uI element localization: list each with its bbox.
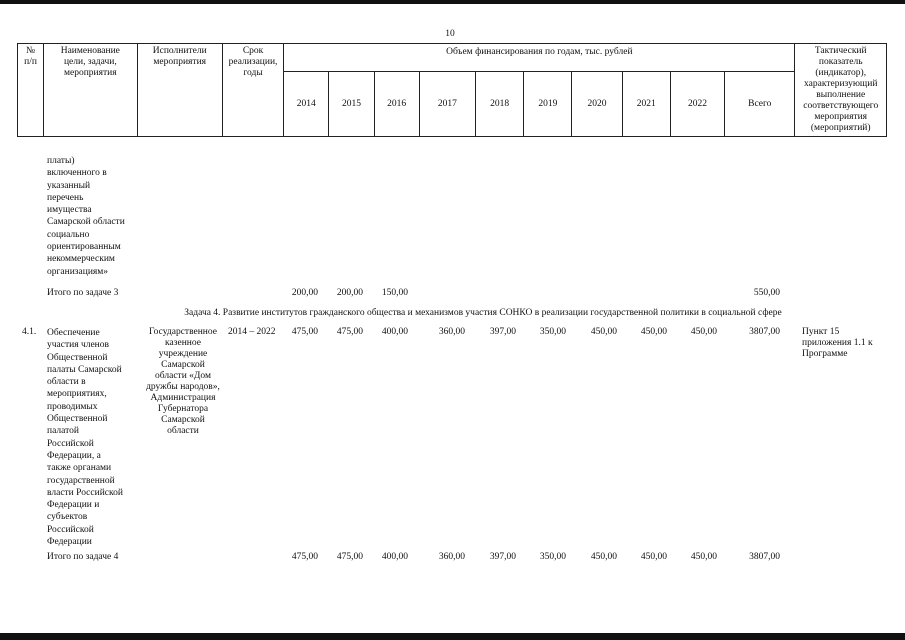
table-header bbox=[17, 43, 887, 137]
header-year: 2015 bbox=[329, 72, 374, 137]
header-col-no: № п/п bbox=[18, 44, 44, 137]
header-year: 2014 bbox=[284, 72, 329, 137]
total-task4-total: 3807,00 bbox=[749, 552, 780, 562]
header-col-funding: Объем финансирования по годам, тыс. рублей bbox=[284, 44, 795, 72]
row-value: 360,00 bbox=[438, 327, 465, 337]
total-task3-value: 150,00 bbox=[381, 288, 408, 298]
header-col-term: Срок реализации, годы bbox=[222, 44, 283, 137]
header-year: 2018 bbox=[476, 72, 524, 137]
total-task3-value: 200,00 bbox=[336, 288, 363, 298]
total-task4-value: 397,00 bbox=[489, 552, 516, 562]
header-year: 2019 bbox=[524, 72, 572, 137]
continuation-text: платы) включенного в указанный перечень имущества Самарской области социально ориентированным некоммерческим организациям» bbox=[47, 156, 125, 277]
total-task4-value: 450,00 bbox=[690, 552, 717, 562]
bottom-border bbox=[0, 633, 905, 640]
total-task4-value: 450,00 bbox=[590, 552, 617, 562]
row-value: 450,00 bbox=[640, 327, 667, 337]
total-task3-value: 200,00 bbox=[291, 288, 318, 298]
page-number: 10 bbox=[445, 29, 455, 39]
row-value: 400,00 bbox=[381, 327, 408, 337]
row-value: 397,00 bbox=[489, 327, 516, 337]
total-task4-value: 450,00 bbox=[640, 552, 667, 562]
total-task3-label: Итого по задаче 3 bbox=[47, 288, 119, 298]
task4-heading: Задача 4. Развитие институтов гражданского общества и механизмов участия СОНКО в реализации государственной политики в социальной сфере bbox=[184, 308, 782, 318]
header-year: 2016 bbox=[374, 72, 419, 137]
total-task4-value: 475,00 bbox=[291, 552, 318, 562]
header-year: 2022 bbox=[670, 72, 724, 137]
total-task4-label: Итого по задаче 4 bbox=[47, 552, 119, 562]
row-value: 450,00 bbox=[690, 327, 717, 337]
header-col-indicator: Тактический показатель (индикатор), характеризующий выполнение соответствующего мероприятия (мероприятий) bbox=[795, 44, 887, 137]
row-indicator: Пункт 15 приложения 1.1 к Программе bbox=[802, 327, 873, 359]
row-value: 475,00 bbox=[291, 327, 318, 337]
row-total: 3807,00 bbox=[749, 327, 780, 337]
header-total: Всего bbox=[725, 72, 795, 137]
header-col-executor: Исполнители мероприятия bbox=[137, 44, 222, 137]
total-task4-value: 350,00 bbox=[539, 552, 566, 562]
row-name: Обеспечение участия членов Общественной палаты Самарской области в мероприятиях, проводимых Общественной палатой Российской Федерации, а также органами государственной власти Российской Федерации и субъектов Российской Федерации bbox=[47, 328, 123, 548]
row-value: 450,00 bbox=[590, 327, 617, 337]
header-year: 2021 bbox=[622, 72, 670, 137]
total-task3-total: 550,00 bbox=[753, 288, 780, 298]
total-task4-value: 400,00 bbox=[381, 552, 408, 562]
header-col-name: Наименование цели, задачи, мероприятия bbox=[44, 44, 137, 137]
row-executor: Государственное казенное учреждение Самарской области «Дом дружбы народов», Администрация Губернатора Самарской области bbox=[146, 327, 220, 436]
header-year: 2020 bbox=[572, 72, 622, 137]
row-value: 475,00 bbox=[336, 327, 363, 337]
total-task4-value: 475,00 bbox=[336, 552, 363, 562]
row-number: 4.1. bbox=[22, 327, 37, 337]
total-task4-value: 360,00 bbox=[438, 552, 465, 562]
header-year: 2017 bbox=[419, 72, 475, 137]
row-term: 2014 – 2022 bbox=[228, 327, 276, 337]
top-border bbox=[0, 0, 905, 4]
row-value: 350,00 bbox=[539, 327, 566, 337]
